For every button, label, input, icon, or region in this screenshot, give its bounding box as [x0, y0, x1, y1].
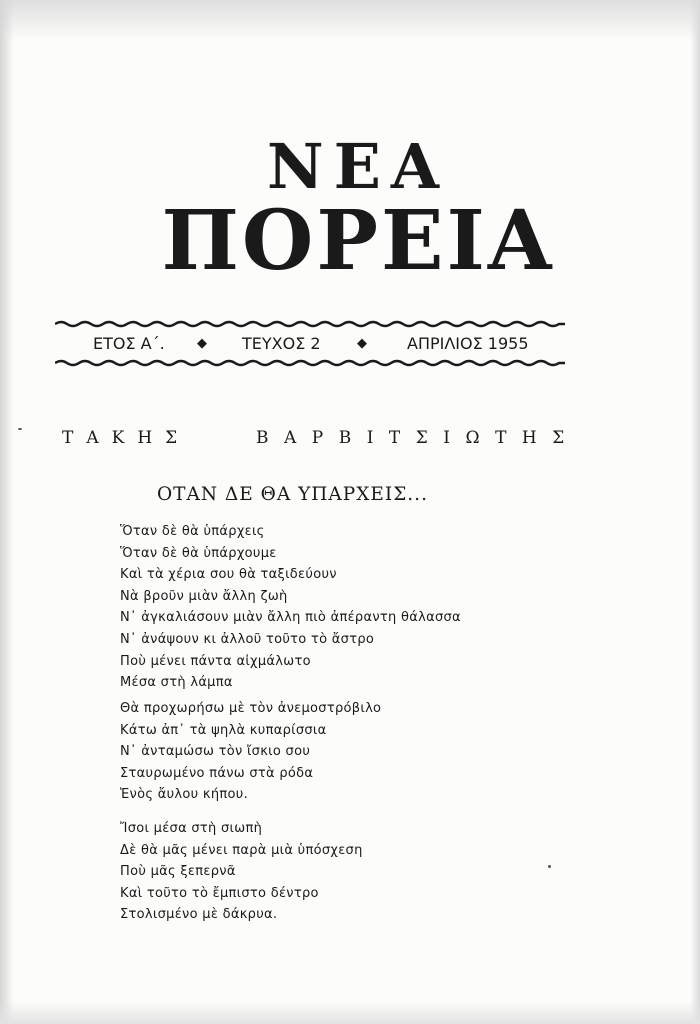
masthead-title-line-2: ΠΟΡΕΙΑ — [161, 193, 555, 289]
poem-stanza-1 — [120, 521, 461, 694]
poem-line: Ποὺ μένει πάντα αἰχμάλωτο — [120, 653, 311, 669]
scan-shadow-top — [0, 0, 700, 40]
scan-speck — [548, 865, 551, 868]
poem-line: Νὰ βροῦν μιὰν ἄλλη ζωὴ — [120, 588, 288, 604]
poem-line: Καὶ τὰ χέρια σου θὰ ταξιδεύουν — [120, 567, 337, 583]
poem-line: Ν᾽ ἀγκαλιάσουν μιὰν ἄλλη πιὸ ἀπέραντη θάλασσα — [120, 610, 461, 626]
poem-line: Κάτω ἀπ᾽ τὰ ψηλὰ κυπαρίσσια — [120, 722, 327, 738]
poem-line: Ἑνὸς ἄυλου κήπου. — [120, 787, 249, 803]
author-name — [62, 428, 582, 452]
author-last-name: ΒΑΡΒΙΤΣΙΩΤΗΣ — [256, 428, 580, 448]
poem-line: Σταυρωμένο πάνω στὰ ρόδα — [120, 765, 314, 781]
poem-line: Ποὺ μᾶς ξεπερνᾶ — [120, 864, 236, 880]
poem-line: Ἴσοι μέσα στὴ σιωπὴ — [120, 821, 263, 836]
poem-line: Ν᾽ ἀνάψουν κι ἀλλοῦ τοῦτο τὸ ἄστρο — [120, 631, 375, 647]
issue-year: ΕΤΟΣ Α΄. — [93, 334, 165, 353]
author-first-name: ΤΑΚΗΣ — [62, 428, 191, 448]
diamond-separator-icon: ◆ — [357, 336, 367, 351]
poem-line: Θὰ προχωρήσω μὲ τὸν ἀνεμοστρόβιλο — [120, 701, 382, 716]
issue-date: ΑΠΡΙΛΙΟΣ 1955 — [407, 334, 529, 353]
issue-number: ΤΕΥΧΟΣ 2 — [242, 334, 321, 353]
scan-shadow-bottom — [0, 1002, 700, 1024]
poem-line: Καὶ τοῦτο τὸ ἔμπιστο δέντρο — [120, 885, 319, 901]
poem-title: ΟΤΑΝ ΔΕ ΘΑ ΥΠΑΡΧΕΙΣ... — [157, 484, 428, 505]
poem-stanza-2 — [120, 698, 381, 806]
diamond-separator-icon: ◆ — [197, 336, 207, 351]
poem-line: Δὲ θὰ μᾶς μένει παρὰ μιὰ ὑπόσχεση — [120, 842, 363, 858]
poem-line: Ὅταν δὲ θὰ ὑπάρχουμε — [120, 545, 277, 561]
poem-line: Ν᾽ ἀνταμώσω τὸν ἴσκιο σου — [120, 744, 311, 760]
poem-stanza-3 — [120, 818, 363, 926]
ornamental-rule-bottom — [55, 359, 565, 367]
poem-line: Μέσα στὴ λάμπα — [120, 675, 233, 691]
ornamental-rule-top — [55, 320, 565, 328]
poem-line: Ὅταν δὲ θὰ ὑπάρχεις — [120, 524, 265, 539]
masthead-title-line-1: ΝΕΑ — [266, 130, 450, 203]
scan-speck — [18, 428, 22, 430]
poem-line: Στολισμένο μὲ δάκρυα. — [120, 907, 278, 923]
issue-info — [55, 332, 565, 356]
